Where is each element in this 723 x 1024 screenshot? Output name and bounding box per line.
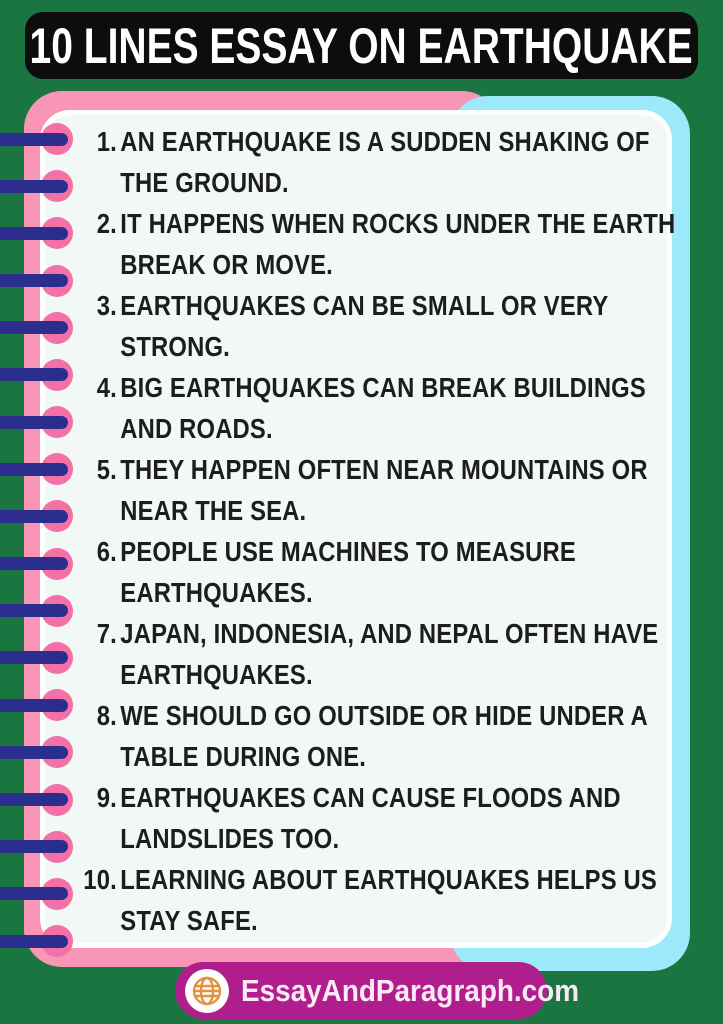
spiral-ring-bar — [0, 746, 68, 759]
list-item-number: 10. — [83, 864, 117, 895]
spiral-ring-bar — [0, 604, 68, 617]
list-item — [88, 695, 648, 777]
list-item-line: AND ROADS. — [120, 413, 273, 444]
spiral-ring-bar — [0, 368, 68, 381]
globe-icon — [185, 969, 229, 1013]
essay-list — [83, 121, 676, 941]
list-item-number: 9. — [96, 782, 117, 813]
list-item — [88, 449, 648, 531]
list-item-line: THEY HAPPEN OFTEN NEAR MOUNTAINS OR — [120, 454, 648, 485]
list-item-line: JAPAN, INDONESIA, AND NEPAL OFTEN HAVE — [120, 618, 659, 649]
list-item-line: EARTHQUAKES CAN BE SMALL OR VERY — [120, 290, 609, 321]
spiral-ring-bar — [0, 227, 68, 240]
spiral-ring-bar — [0, 274, 68, 287]
list-item-line: AN EARTHQUAKE IS A SUDDEN SHAKING OF — [120, 126, 650, 157]
list-item-line: EARTHQUAKES. — [120, 659, 313, 690]
spiral-ring-bar — [0, 840, 68, 853]
list-item-line: LEARNING ABOUT EARTHQUAKES HELPS US — [120, 864, 657, 895]
list-item-number: 4. — [96, 372, 117, 403]
spiral-ring-bar — [0, 699, 68, 712]
spiral-ring-bar — [0, 133, 68, 146]
title-banner — [25, 12, 698, 79]
list-item-number: 6. — [96, 536, 117, 567]
list-item-number: 8. — [96, 700, 117, 731]
spiral-ring-bar — [0, 557, 68, 570]
spiral-ring-bar — [0, 510, 68, 523]
spiral-ring-bar — [0, 416, 68, 429]
list-item — [88, 613, 659, 695]
list-item — [88, 531, 576, 613]
page-title: 10 LINES ESSAY ON EARTHQUAKE — [29, 17, 694, 74]
list-item — [88, 121, 650, 203]
list-item-line: EARTHQUAKES CAN CAUSE FLOODS AND — [120, 782, 621, 813]
list-item-line: WE SHOULD GO OUTSIDE OR HIDE UNDER A — [120, 700, 648, 731]
list-item-line: BREAK OR MOVE. — [120, 249, 333, 280]
list-item-number: 3. — [96, 290, 117, 321]
list-item-line: NEAR THE SEA. — [120, 495, 307, 526]
spiral-ring-bar — [0, 887, 68, 900]
list-item-number: 2. — [96, 208, 117, 239]
list-item — [88, 777, 621, 859]
spiral-ring-bar — [0, 180, 68, 193]
list-item-number: 1. — [96, 126, 117, 157]
spiral-ring-bar — [0, 793, 68, 806]
list-item — [88, 367, 646, 449]
spiral-ring-bar — [0, 463, 68, 476]
spiral-ring-bar — [0, 651, 68, 664]
list-item — [83, 859, 657, 941]
list-item-line: STAY SAFE. — [120, 905, 258, 936]
list-item — [88, 203, 676, 285]
list-item-line: IT HAPPENS WHEN ROCKS UNDER THE EARTH — [120, 208, 676, 239]
spiral-ring-bar — [0, 935, 68, 948]
list-item-line: TABLE DURING ONE. — [120, 741, 367, 772]
list-item-line: STRONG. — [120, 331, 230, 362]
spiral-ring-bar — [0, 321, 68, 334]
list-item-number: 5. — [96, 454, 117, 485]
list-item-line: BIG EARTHQUAKES CAN BREAK BUILDINGS — [120, 372, 646, 403]
list-item — [88, 285, 609, 367]
website-label: EssayAndParagraph.com — [241, 972, 580, 1008]
list-item-line: THE GROUND. — [120, 167, 289, 198]
list-item-line: LANDSLIDES TOO. — [120, 823, 340, 854]
list-item-line: EARTHQUAKES. — [120, 577, 313, 608]
list-item-line: PEOPLE USE MACHINES TO MEASURE — [120, 536, 576, 567]
website-badge[interactable] — [175, 962, 580, 1019]
list-item-number: 7. — [96, 618, 117, 649]
